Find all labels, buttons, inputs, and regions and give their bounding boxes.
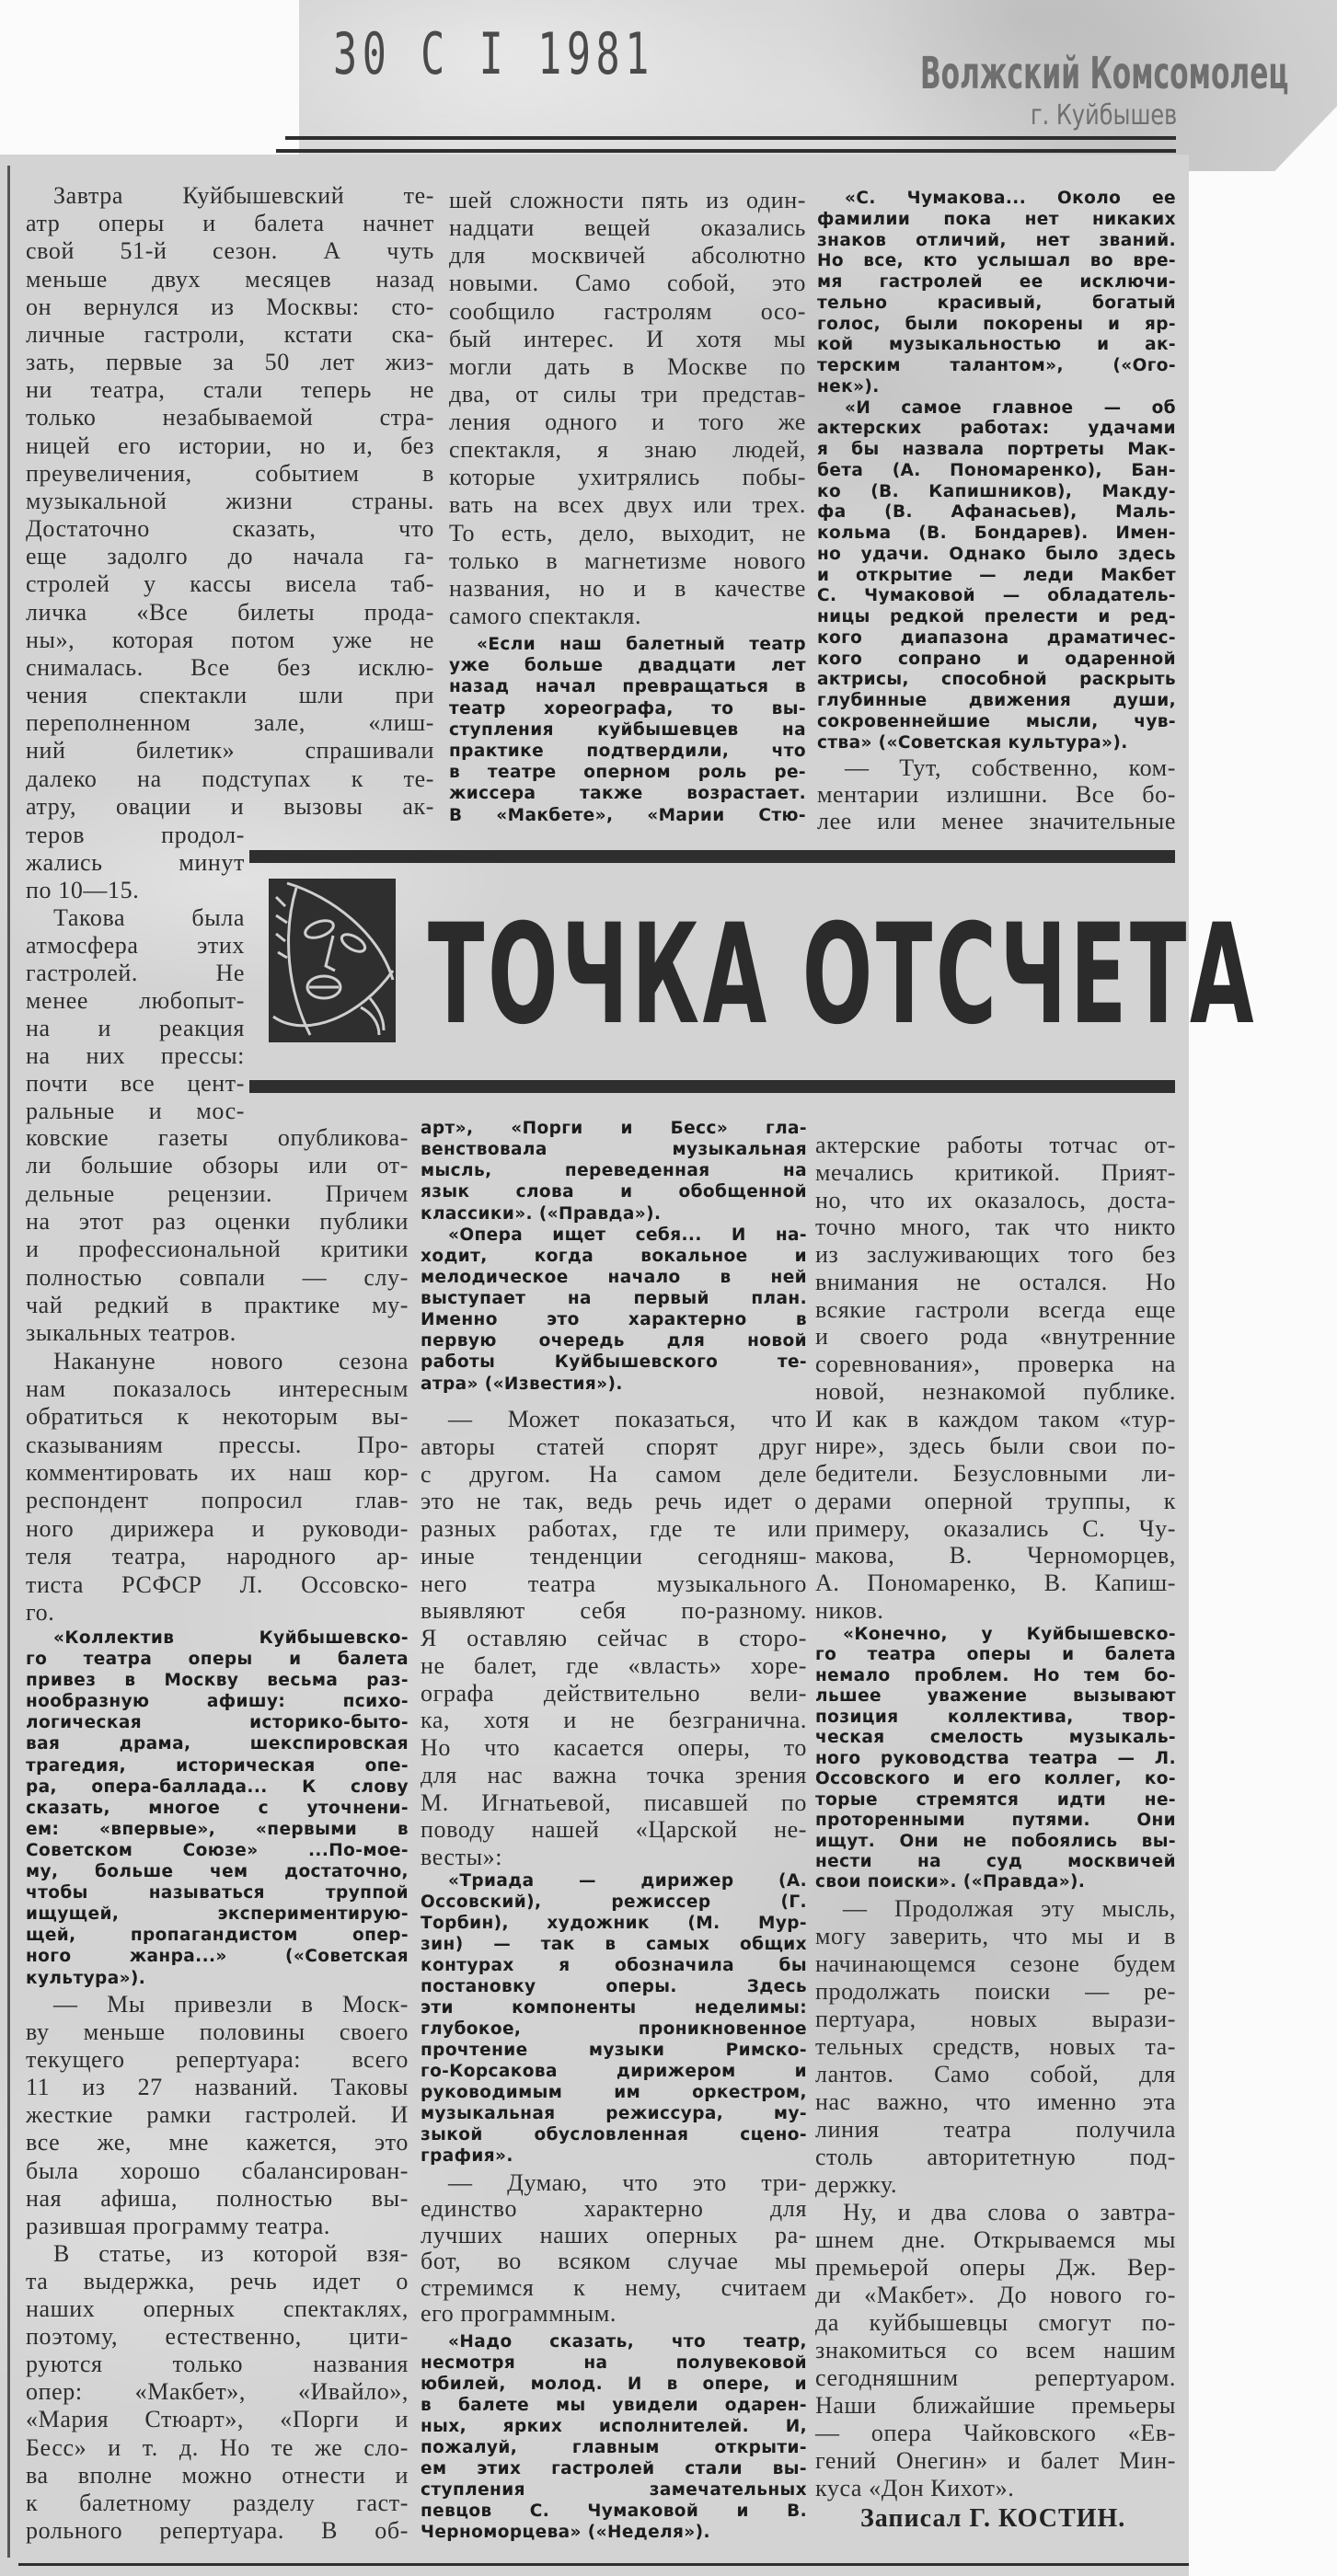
text-line: В статье, из которой взя-	[53, 2239, 409, 2267]
text-line: фа (В. Афанасьев), Маль-	[817, 502, 1176, 523]
text-line: далеко на подступах к те-	[26, 765, 434, 792]
text-line: гений Онегин» и балет Мин-	[815, 2447, 1176, 2474]
text-line: прочтение музыки Римско-	[421, 2041, 807, 2061]
text-line: макова, В. Черноморцев,	[815, 1542, 1176, 1570]
text-line: стремимся к нему, считаем	[421, 2273, 807, 2301]
text-line: венствовала музыкальная	[421, 1140, 807, 1160]
text-line: и открытие — леди Макбет	[817, 565, 1176, 585]
text-line: на и реакция	[26, 1015, 245, 1041]
text-line: Такова была	[53, 904, 245, 931]
text-line: знакомиться со всем нашим	[815, 2337, 1176, 2363]
text-line: — Мы привезли в Моск-	[53, 1991, 409, 2018]
text-line: терским талантом», («Ого-	[817, 356, 1176, 375]
date-stamp: 30 С I 1981	[333, 20, 655, 87]
text-line: атмосфера этих	[26, 932, 245, 959]
text-line: наших оперных спектаклях,	[26, 2295, 409, 2323]
text-line: держку.	[815, 2171, 898, 2198]
text-line: атра» («Известия»).	[421, 1374, 623, 1394]
column-2-text	[449, 189, 806, 628]
text-line: теров продол-	[26, 822, 245, 848]
text-line: вать на всех двух или трех.	[449, 491, 806, 519]
text-line: премьерой оперы Дж. Вер-	[815, 2254, 1176, 2281]
text-line: го-Корсакова дирижером и	[421, 2062, 807, 2082]
text-line: «Коллектив Куйбышевско-	[53, 1628, 409, 1648]
text-line: текущего репертуара: всего	[26, 2046, 409, 2074]
newspaper-city-stamp: г. Куйбышев	[1031, 99, 1178, 132]
text-line: ем этих гастролей стали вы-	[421, 2459, 807, 2479]
text-line: в театре оперном роль ре-	[449, 763, 806, 783]
text-line: ментарии излишни. Все бо-	[817, 781, 1176, 808]
column-2-press-quote	[421, 2334, 807, 2542]
text-line: да куйбышевцы смогут по-	[815, 2309, 1176, 2336]
text-line: снималась. Все без исклю-	[26, 653, 434, 681]
text-line: сегодняшним репертуаром.	[815, 2364, 1176, 2391]
text-line: немало проблем. Но тем бо-	[815, 1665, 1176, 1685]
text-line: актерские работы тотчас от-	[815, 1132, 1176, 1158]
text-line: Ну, и два слова о завтра-	[843, 2199, 1176, 2225]
text-line: Наши ближайшие премьеры	[815, 2392, 1176, 2419]
text-line: трагедия, историческая опе-	[26, 1755, 409, 1776]
text-line: свои поиски». («Правда»).	[815, 1872, 1086, 1892]
text-line: жесткие рамки гастролей. И	[26, 2101, 409, 2129]
text-line: два, от силы три представ-	[449, 380, 806, 408]
text-line: ний билетик» спрашивали	[26, 737, 434, 765]
text-line: работы Куйбышевского те-	[421, 1352, 807, 1373]
text-line: ищут. Они не побоялись вы-	[815, 1831, 1176, 1851]
text-line: назад начал превращаться в	[449, 677, 806, 697]
text-line: актерских работах: удачами	[817, 419, 1176, 439]
text-line: его программным.	[421, 2299, 617, 2327]
text-line: шей сложности пять из один-	[449, 187, 806, 213]
text-line: самого спектакля.	[449, 602, 642, 629]
text-line: привез в Москву весьма раз-	[26, 1671, 409, 1691]
text-line: «Надо сказать, что театр,	[448, 2332, 807, 2352]
text-line: М. Игнатьевой, писавшей по	[421, 1788, 807, 1816]
text-line: знаков отличий, нет званий.	[817, 230, 1176, 250]
text-line: нести на суд москвичей	[815, 1851, 1176, 1871]
text-line: из заслуживающих того без	[815, 1241, 1176, 1268]
text-line: ко (В. Капишников), Макду-	[817, 481, 1176, 501]
text-line: на них прессы:	[26, 1042, 245, 1069]
text-line: переполненном зале, «лиш-	[26, 709, 434, 737]
text-line: сокровеннейшие мысли, чув-	[817, 711, 1176, 731]
text-line: лее или менее значительные	[817, 808, 1176, 834]
text-line: сообщило гастролям осо-	[449, 297, 806, 325]
text-line: Торбин), художник (М. Мур-	[421, 1914, 807, 1934]
text-line: Оссовский), режиссер (Г.	[421, 1892, 807, 1913]
text-line: свой 51-й сезон. А чуть	[26, 237, 434, 265]
text-line: весты»:	[421, 1844, 503, 1870]
text-line: логическая историко-быто-	[26, 1713, 409, 1733]
text-line: еще задолго до начала га-	[26, 543, 434, 570]
text-line: разных работах, где те или	[421, 1515, 807, 1542]
text-line: зать, первые за 50 лет жиз-	[26, 349, 434, 376]
text-line: И как в каждом таком «тур-	[815, 1405, 1176, 1432]
text-line: щей, пропагандистом опер-	[26, 1926, 409, 1946]
text-line: го.	[26, 1598, 55, 1626]
text-line: для нас важна точка зрения	[421, 1761, 807, 1788]
text-line: ступления куйбышевцев на	[449, 719, 806, 740]
text-line: ного дирижера и руководи-	[26, 1514, 409, 1542]
theatre-mask-icon	[269, 879, 396, 1042]
text-line: го театра оперы и балета	[815, 1645, 1176, 1665]
text-line: но, что их оказалось, доста-	[815, 1186, 1176, 1213]
text-line: новыми. Само собой, это	[449, 270, 806, 297]
column-1-narrow-text	[26, 823, 245, 1123]
text-line: В «Макбете», «Марии Стю-	[449, 805, 806, 825]
text-line: зыкой обусловленная сцено-	[421, 2125, 807, 2145]
text-line: тельно красивый, богатый	[817, 293, 1176, 313]
text-line: мя гастролей ее исключи-	[817, 272, 1176, 292]
text-line: глубинные движения души,	[817, 691, 1176, 710]
text-line: чтобы называться труппой	[26, 1883, 409, 1903]
text-line: несмотря на полувековой	[421, 2353, 807, 2374]
text-line: ходит, когда вокальное и	[421, 1246, 807, 1266]
text-line: лантов. Само собой, для	[815, 2061, 1176, 2087]
column-2-text	[421, 1408, 807, 1869]
text-line: в балете мы увидели одарен-	[421, 2396, 807, 2416]
text-line: зыкальных театров.	[26, 1319, 236, 1347]
clipping-edge	[7, 166, 10, 2558]
text-line: «Мария Стюарт», «Порги и	[26, 2406, 409, 2433]
text-line: сказать, многое с уточнени-	[26, 1798, 409, 1818]
text-line: кольма (В. Бондарев). Имен-	[817, 523, 1176, 543]
text-line: гастролей. Не	[26, 960, 245, 986]
text-line: — Продолжая эту мысль,	[843, 1895, 1176, 1922]
text-line: ного жанра...» («Советская	[26, 1947, 409, 1967]
text-line: и профессиональной критики	[26, 1236, 409, 1263]
column-2-text	[421, 2171, 807, 2326]
text-line: ницей его истории, но и, без	[26, 431, 434, 459]
text-line: для москвичей абсолютно	[449, 242, 806, 270]
text-line: стролей у кассы висела таб-	[26, 570, 434, 598]
text-line: бедители. Безусловными ли-	[815, 1460, 1176, 1487]
text-line: соревнования», проверка на	[815, 1351, 1176, 1377]
text-line: куса «Дон Кихот».	[815, 2475, 1015, 2501]
text-line: Я оставляю сейчас в сторо-	[421, 1625, 807, 1651]
text-line: нообразную афишу: психо-	[26, 1692, 409, 1712]
text-line: ральные и мос-	[26, 1098, 245, 1124]
text-line: внимания не остался. Но	[815, 1268, 1176, 1295]
text-line: нире», здесь были свои по-	[815, 1432, 1176, 1460]
text-line: ли большие обзоры или от-	[26, 1152, 409, 1179]
column-2-press-quotes	[421, 1121, 807, 1393]
text-line: «Триада — дирижер (А.	[448, 1871, 807, 1891]
text-line: Бесс» и т. д. Но те же сло-	[26, 2433, 409, 2461]
text-line: Оссовского и его коллег, ко-	[815, 1769, 1176, 1789]
text-line: на этот раз оценки публики	[26, 1208, 409, 1236]
text-line: классики». («Правда»).	[421, 1203, 662, 1224]
text-line: «С. Чумакова... Около ее	[845, 189, 1176, 208]
text-line: обратиться к некоторым вы-	[26, 1403, 409, 1431]
text-line: примеру, оказались С. Чу-	[815, 1514, 1176, 1542]
text-line: ны», которая потом уже не	[26, 626, 434, 653]
top-rule	[276, 149, 1176, 153]
text-line: Завтра Куйбышевский те-	[53, 182, 434, 209]
text-line: опер: «Макбет», «Ивайло»,	[26, 2378, 409, 2406]
text-line: мелодическое начало в ней	[421, 1267, 807, 1287]
text-line: ра, опера-баллада... К слову	[26, 1777, 409, 1797]
text-line: торые стремятся идти не-	[815, 1789, 1176, 1810]
text-line: графия».	[421, 2146, 513, 2167]
text-line: музыкальная режиссура, му-	[421, 2104, 807, 2124]
text-line: «Конечно, у Куйбышевско-	[843, 1625, 1176, 1644]
text-line: ческая смелость музыкаль-	[815, 1728, 1176, 1748]
text-line: «Если наш балетный театр	[477, 635, 806, 654]
text-line: Именно это характерно в	[421, 1310, 807, 1330]
column-2-press-quote	[449, 637, 806, 824]
text-line: преувеличения, событием в	[26, 459, 434, 487]
text-line: столь авторитетную под-	[815, 2144, 1176, 2170]
text-line: контурах я обозначила бы	[421, 1956, 807, 1976]
text-line: поэтому, естественно, цити-	[26, 2323, 409, 2351]
text-line: юбилей, молод. И в опере, и	[421, 2375, 807, 2395]
text-line: но удачи. Однако было здесь	[817, 544, 1176, 564]
article-headline: ТОЧКА ОТСЧЕТА	[428, 895, 1258, 1055]
text-line: спектакля, я знаю людей,	[449, 436, 806, 464]
text-line: ищущей, экспериментирую-	[26, 1904, 409, 1925]
text-line: позиция коллектива, твор-	[815, 1707, 1176, 1727]
text-line: Советском Союзе» ...По-мое-	[26, 1840, 409, 1860]
column-3-text	[815, 1897, 1176, 2501]
text-line: Черноморцева» («Неделя»).	[421, 2523, 710, 2543]
text-line: кого диапазона драматичес-	[817, 627, 1176, 648]
text-line: ни театра, стали теперь не	[26, 376, 434, 404]
text-line: лучших наших оперных ра-	[421, 2221, 807, 2248]
text-line: с другом. На самом деле	[421, 1460, 807, 1488]
text-line: А. Пономаренко, В. Капиш-	[815, 1570, 1176, 1596]
text-line: дельные рецензии. Причем	[26, 1179, 409, 1207]
text-line: — Может показаться, что	[448, 1406, 807, 1432]
column-3-text	[817, 756, 1176, 834]
text-line: кого сопрано и одаренной	[817, 649, 1176, 669]
column-1-text	[26, 1993, 409, 2543]
text-line: только в магнетизме нового	[449, 546, 806, 574]
text-line: уже больше двадцати лет	[449, 656, 806, 676]
text-line: линия театра получила	[815, 2116, 1176, 2143]
text-line: ка, хотя и не безгранична.	[421, 1707, 807, 1734]
text-line: певцов С. Чумаковой и В.	[421, 2501, 807, 2522]
text-line: руководимым им оркестром,	[421, 2083, 807, 2103]
column-1-text	[26, 184, 434, 819]
bottom-rule	[18, 2563, 1189, 2566]
text-line: ступления замечательных	[421, 2480, 807, 2501]
text-line: авторы статей спорят друг	[421, 1432, 807, 1460]
text-line: разившая программу театра.	[26, 2212, 330, 2239]
column-3-press-quote	[815, 1627, 1176, 1892]
text-line: атру, овации и вызовы ак-	[26, 792, 434, 820]
text-line: комментировать их наш кор-	[26, 1459, 409, 1487]
text-line: ства» («Советская культура»).	[817, 732, 1128, 753]
author-signature: Записал Г. КОСТИН.	[860, 2504, 1126, 2533]
text-line: он вернулся из Москвы: сто-	[26, 293, 434, 320]
column-1-text	[26, 1126, 409, 1625]
text-line: льшее уважение вызывают	[815, 1686, 1176, 1707]
text-line: пожалуй, главным открыти-	[421, 2438, 807, 2458]
text-line: ных, ярких исполнителей. И,	[421, 2417, 807, 2437]
column-3-press-quotes	[817, 190, 1176, 752]
text-line: сказываниям прессы. Про-	[26, 1431, 409, 1458]
text-line: зин) — так в самых общих	[421, 1935, 807, 1955]
text-line: — Тут, собственно, ком-	[845, 754, 1176, 781]
text-line: Но все, кто услышал во вре-	[817, 251, 1176, 271]
text-line: точно много, так что никто	[815, 1213, 1176, 1241]
text-line: постановку оперы. Здесь	[421, 1977, 807, 1997]
text-line: бета (А. Пономаренко), Бан-	[817, 460, 1176, 480]
text-line: пертуара, новых вырази-	[815, 2006, 1176, 2032]
text-line: голос, были покорены и яр-	[817, 314, 1176, 334]
text-line: новой, незнакомой публике.	[815, 1377, 1176, 1405]
text-line: все же, мне кажется, это	[26, 2129, 409, 2156]
text-line: С. Чумаковой — обладатель-	[817, 586, 1176, 606]
text-line: жались минут	[26, 849, 245, 876]
text-line: ного руководства театра — Л.	[815, 1748, 1176, 1768]
text-line: арт», «Порги и Бесс» гла-	[421, 1119, 807, 1138]
text-line: проторенными путями. Они	[815, 1811, 1176, 1831]
text-line: начинающемся сезоне будем	[815, 1950, 1176, 1977]
text-line: — Думаю, что это три-	[448, 2169, 807, 2196]
text-line: эти компоненты неделимы:	[421, 1998, 807, 2018]
text-line: я бы назвала портреты Мак-	[817, 440, 1176, 459]
column-3-text	[815, 1133, 1176, 1623]
text-line: То есть, дело, выходит, не	[449, 519, 806, 546]
text-line: по 10—15.	[26, 877, 140, 903]
text-line: ницы редкой прелести и ред-	[817, 607, 1176, 627]
text-line: театр хореографа, то вы-	[449, 698, 806, 719]
text-line: язык слова и обобщенной	[421, 1182, 807, 1202]
text-line: Накануне нового сезона	[53, 1347, 409, 1374]
newspaper-name-stamp: Волжский Комсомолец	[920, 48, 1289, 99]
text-line: ковские газеты опубликова-	[26, 1124, 409, 1151]
text-line: выступает на первый план.	[421, 1289, 807, 1308]
text-line: ников.	[815, 1596, 884, 1624]
text-line: атр оперы и балета начнет	[26, 210, 434, 237]
text-line: него театра музыкального	[421, 1570, 807, 1597]
text-line: Достаточно сказать, что	[26, 515, 434, 543]
text-line: чения спектакли шли при	[26, 682, 434, 709]
text-line: была хорошо сбалансирован-	[26, 2156, 409, 2184]
text-line: меньше двух месяцев назад	[26, 265, 434, 293]
text-line: названия, но и в качестве	[449, 574, 806, 602]
text-line: менее любопыт-	[26, 987, 245, 1014]
text-line: это не так, ведь речь идет о	[421, 1488, 807, 1515]
text-line: нек»).	[817, 376, 880, 397]
headline-bottom-rule	[249, 1080, 1175, 1093]
text-line: ографа действительно вели-	[421, 1679, 807, 1707]
text-line: руются только названия	[26, 2351, 409, 2378]
text-line: бот, во всяком случае мы	[421, 2248, 807, 2275]
text-line: та выдержка, речь идет о	[26, 2267, 409, 2294]
text-line: могу заверить, что мы и в	[815, 1923, 1176, 1949]
top-rule	[285, 136, 1176, 140]
column-2-press-quote	[421, 1873, 807, 2166]
text-line: нам показалось интересным	[26, 1375, 409, 1403]
text-line: рольного репертуара. В об-	[26, 2516, 409, 2544]
text-line: мечались критикой. Прият-	[815, 1158, 1176, 1186]
text-line: выявляют себя по-разному.	[421, 1597, 807, 1625]
text-line: чай редкий в практике му-	[26, 1292, 409, 1319]
text-line: го театра оперы и балета	[26, 1650, 409, 1670]
text-line: 11 из 27 названий. Таковы	[26, 2074, 409, 2101]
text-line: иные тенденции сегодняш-	[421, 1542, 807, 1570]
text-line: всякие гастроли всегда еще	[815, 1295, 1176, 1323]
text-line: поводу нашей «Царской не-	[421, 1816, 807, 1844]
text-line: полностью совпали — слу-	[26, 1263, 409, 1291]
text-line: му, больше чем достаточно,	[26, 1862, 409, 1882]
text-line: практике подтвердили, что	[449, 741, 806, 761]
text-line: тиста РСФСР Л. Оссовско-	[26, 1570, 409, 1598]
text-line: Но что касается оперы, то	[421, 1734, 807, 1761]
text-line: продолжать поиски — ре-	[815, 1978, 1176, 2005]
column-1-press-quote	[26, 1630, 409, 1987]
text-line: дерами оперной труппы, к	[815, 1487, 1176, 1514]
text-line: и своего рода «внутренние	[815, 1323, 1176, 1351]
text-line: которые ухитрялись побы-	[449, 464, 806, 491]
text-line: нас важно, что именно эта	[815, 2088, 1176, 2115]
text-line: респондент попросил глав-	[26, 1487, 409, 1514]
headline-top-rule	[249, 850, 1175, 863]
text-line: бый интерес. И хотя мы	[449, 325, 806, 352]
text-line: ва вполне можно отнести и	[26, 2461, 409, 2489]
text-line: «Опера ищет себя... И на-	[448, 1225, 807, 1245]
text-line: мысль, переведенная на	[421, 1161, 807, 1181]
text-line: фамилии пока нет никаких	[817, 209, 1176, 229]
text-line: ная афиша, полностью вы-	[26, 2184, 409, 2212]
text-line: вая драма, шекспировская	[26, 1734, 409, 1754]
text-line: ди «Макбет». До нового го-	[815, 2282, 1176, 2308]
text-line: личка «Все билеты прода-	[26, 598, 434, 626]
text-line: культура»).	[26, 1968, 146, 1988]
text-line: глубокое, проникновенное	[421, 2019, 807, 2040]
text-line: ем: «впервые», «первыми в	[26, 1819, 409, 1839]
text-line: шнем дне. Открываемся мы	[815, 2226, 1176, 2253]
text-line: теля театра, народного ар-	[26, 1543, 409, 1570]
text-line: ления одного и того же	[449, 408, 806, 435]
text-line: могли дать в Москве по	[449, 352, 806, 380]
text-line: музыкальной жизни страны.	[26, 487, 434, 514]
text-line: надцати вещей оказались	[449, 214, 806, 242]
text-line: почти все цент-	[26, 1070, 245, 1097]
text-line: жиссера также возрастает.	[449, 784, 806, 804]
text-line: только незабываемой стра-	[26, 404, 434, 431]
text-line: актрисы, способной раскрыть	[817, 670, 1176, 690]
text-line: — опера Чайковского «Ев-	[815, 2420, 1176, 2446]
text-line: к балетному разделу гаст-	[26, 2489, 409, 2516]
text-line: не балет, где «власть» хоре-	[421, 1651, 807, 1679]
text-line: первую очередь для новой	[421, 1331, 807, 1351]
text-line: личные гастроли, кстати ска-	[26, 320, 434, 348]
text-line: кой музыкальностью и ак-	[817, 335, 1176, 355]
text-line: единство характерно для	[421, 2195, 807, 2223]
text-line: тельных средств, новых та-	[815, 2033, 1176, 2060]
text-line: ву меньше половины своего	[26, 2018, 409, 2046]
text-line: «И самое главное — об	[845, 397, 1176, 418]
